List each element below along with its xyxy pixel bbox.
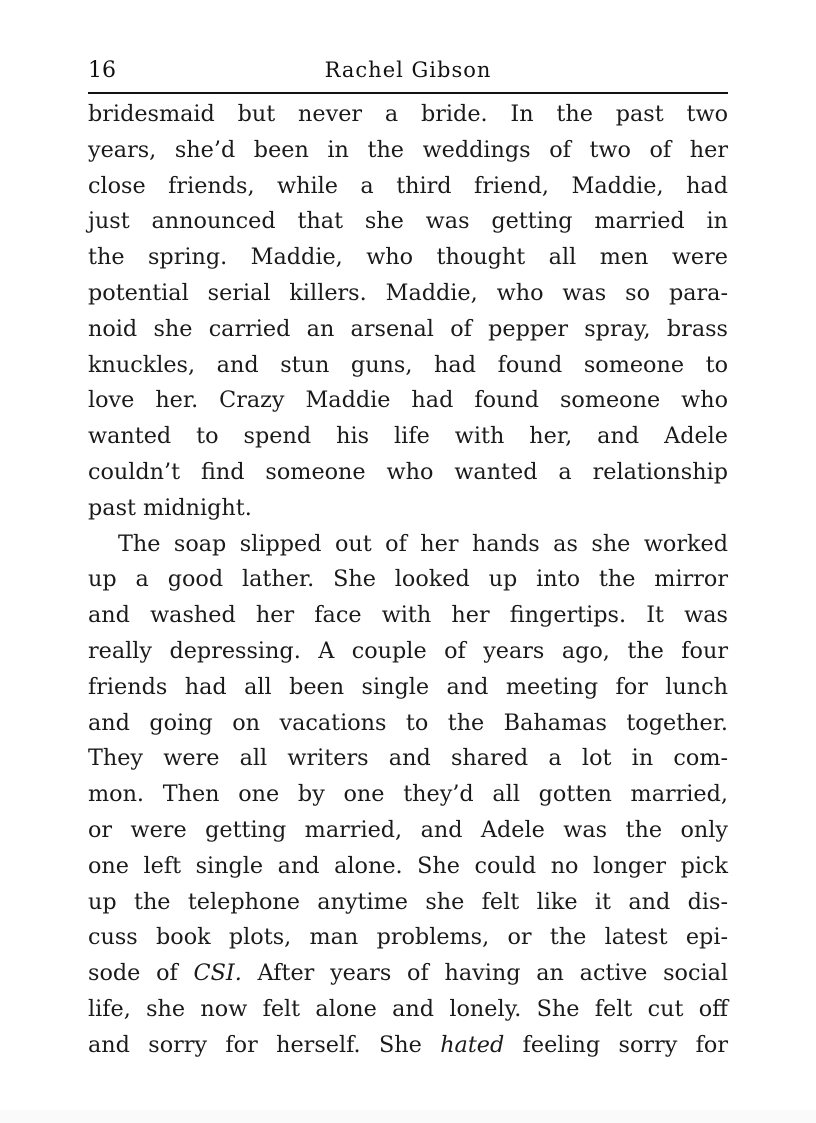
page-bottom-margin <box>0 1110 816 1123</box>
text-line: life, she now felt alone and lonely. She felt cut off <box>88 995 728 1022</box>
text-line: or were getting married, and Adele was the only <box>88 816 728 843</box>
body-text <box>88 97 728 1064</box>
text-line: and going on vacations to the Bahamas together. <box>88 709 728 736</box>
text-line: wanted to spend his life with her, and Adele <box>88 423 728 450</box>
text-line <box>88 1028 728 1064</box>
text-line: past midnight. <box>88 494 252 521</box>
text-line: close friends, while a third friend, Maddie, had <box>88 172 728 199</box>
text-line: one left single and alone. She could no longer pick <box>88 852 728 879</box>
text-segment: and sorry for herself. She <box>88 1031 441 1058</box>
text-line: couldn’t find someone who wanted a relationship <box>88 458 728 485</box>
text-line: mon. Then one by one they’d all gotten married, <box>88 781 728 808</box>
text-line: up the telephone anytime she felt like it and dis- <box>88 888 728 915</box>
text-line: cuss book plots, man problems, or the latest epi- <box>88 924 728 951</box>
paragraph-1 <box>88 97 728 527</box>
text-line: knuckles, and stun guns, had found someone to <box>88 351 728 378</box>
text-line: really depressing. A couple of years ago, the four <box>88 637 728 664</box>
text-line: just announced that she was getting married in <box>88 208 728 235</box>
italic-title: CSI. <box>193 960 242 987</box>
text-segment: After years of having an active social <box>241 960 729 987</box>
text-line <box>88 956 728 992</box>
text-line: bridesmaid but never a bride. In the past two <box>88 101 728 127</box>
text-segment: feeling sorry for <box>504 1031 728 1058</box>
text-line: potential serial killers. Maddie, who was so para- <box>88 279 728 306</box>
text-line: They were all writers and shared a lot in com- <box>88 745 728 772</box>
text-line: love her. Crazy Maddie had found someone who <box>88 387 728 414</box>
text-line: friends had all been single and meeting for lunch <box>88 673 728 700</box>
paragraph-2 <box>88 527 728 1064</box>
text-line: and washed her face with her fingertips. It was <box>88 602 728 629</box>
running-header <box>88 56 728 94</box>
author-name: Rachel Gibson <box>324 58 492 82</box>
italic-emphasis: hated <box>440 1031 505 1058</box>
text-line: up a good lather. She looked up into the mirror <box>88 566 728 593</box>
text-line: years, she’d been in the weddings of two of her <box>88 136 728 163</box>
text-line: the spring. Maddie, who thought all men were <box>88 244 728 271</box>
text-line: noid she carried an arsenal of pepper spray, brass <box>88 315 728 342</box>
page-number: 16 <box>88 58 116 83</box>
text-line: The soap slipped out of her hands as she worked <box>118 530 728 557</box>
text-segment: sode of <box>88 960 194 987</box>
